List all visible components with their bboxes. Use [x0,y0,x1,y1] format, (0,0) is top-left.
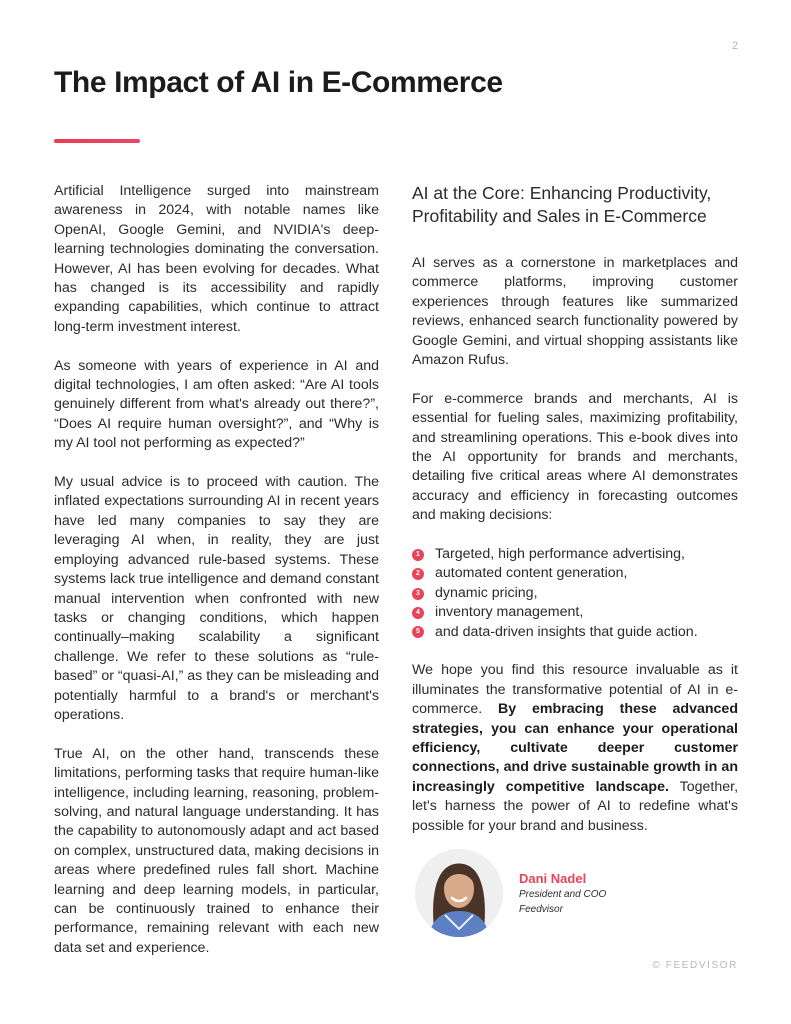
page-number: 2 [731,40,738,52]
author-block [415,849,745,939]
left-column [54,182,379,978]
page-title: The Impact of AI in E-Commerce [54,66,503,99]
list-item [412,623,738,642]
list-item [412,603,738,622]
right-paragraph-2: For e-commerce brands and merchants, AI is essential for fueling sales, maximizing profitability, and streamlining operations. This e-book dives into the AI opportunity for brands and merchants, detailing five critical areas where AI demonstrates accuracy and efficiency in forecasting outcomes and making decisions: [412,390,738,524]
number-badge: 2 [412,568,424,580]
left-paragraph-4: True AI, on the other hand, transcends these limitations, performing tasks that require human-like intelligence, including learning, reasoning, problem-solving, and natural language understanding. It has the capability to autonomously adapt and act based on complex, unstructured data, making decisions in areas where predefined rules fall short. Machine learning and deep learning models, in particular, can be continuously trained to enhance their performance, remaining relevant with each new data set and experience. [54,745,379,956]
list-item [412,545,738,564]
list-item [412,564,738,583]
closing-outro: Together, let's harness the power of AI to redefine what's possible for your brand and business. [412,778,739,834]
number-badge: 4 [412,607,424,619]
right-paragraph-1: AI serves as a cornerstone in marketplaces and commerce platforms, improving customer experiences through features like summarized reviews, enhanced search functionality powered by Google Gemini, and virtual shopping assistants like Amazon Rufus. [412,255,738,369]
left-paragraph-2: As someone with years of experience in AI and digital technologies, I am often asked: “Are AI tools genuinely different from what's already out there?”, “Does AI require human oversight?”, and “Why is my AI tool not performing as expected?” [54,357,379,452]
number-badge: 3 [412,588,424,600]
list-item-text: dynamic pricing, [435,584,538,601]
title-accent-bar [54,139,140,143]
focus-areas-list [412,545,738,642]
left-paragraph-3: My usual advice is to proceed with caution. The inflated expectations surrounding AI in recent years have led many companies to say they are leveraging AI when, in reality, they are just employing advanced rule-based systems. These systems lack true intelligence and demand constant manual intervention when confronted with new tasks or changing conditions, which happen continually–making scalability a significant challenge. We refer to these solutions as “rule-based” or “quasi-AI,” as they can be misleading and potentially harmful to a brand's or merchant's operations. [54,474,379,723]
right-column [412,182,738,855]
author-avatar [415,849,503,937]
closing-bold: By embracing these advanced strategies, you can enhance your operational efficiency, cultivate deeper customer connections, and drive sustainable growth in an increasingly competitive landscape. [412,701,738,795]
number-badge: 5 [412,626,424,638]
closing-paragraph [412,661,738,836]
author-role: President and COO [519,889,607,900]
section-heading: AI at the Core: Enhancing Productivity, Profitability and Sales in E-Commerce [412,183,712,226]
author-company: Feedvisor [519,904,563,915]
author-name: Dani Nadel [519,871,587,886]
list-item-text: Targeted, high performance advertising, [435,546,685,563]
number-badge: 1 [412,549,424,561]
list-item-text: automated content generation, [435,565,628,582]
list-item-text: and data-driven insights that guide action. [435,623,698,640]
list-item-text: inventory management, [435,604,584,621]
closing-intro: We hope you find this resource invaluable as it illuminates the transformative potential of AI in e-commerce. [412,662,738,718]
left-paragraph-1: Artificial Intelligence surged into mainstream awareness in 2024, with notable names like OpenAI, Google Gemini, and NVIDIA's deep-learning technologies dominating the conversation. However, AI has been evolving for decades. What has changed is its accessibility and rapidly expanding capabilities, which continue to attract long-term investment interest. [54,183,379,335]
list-item [412,584,738,603]
author-portrait-icon [415,849,503,937]
footer-copyright: © FEEDVISOR [652,960,738,971]
